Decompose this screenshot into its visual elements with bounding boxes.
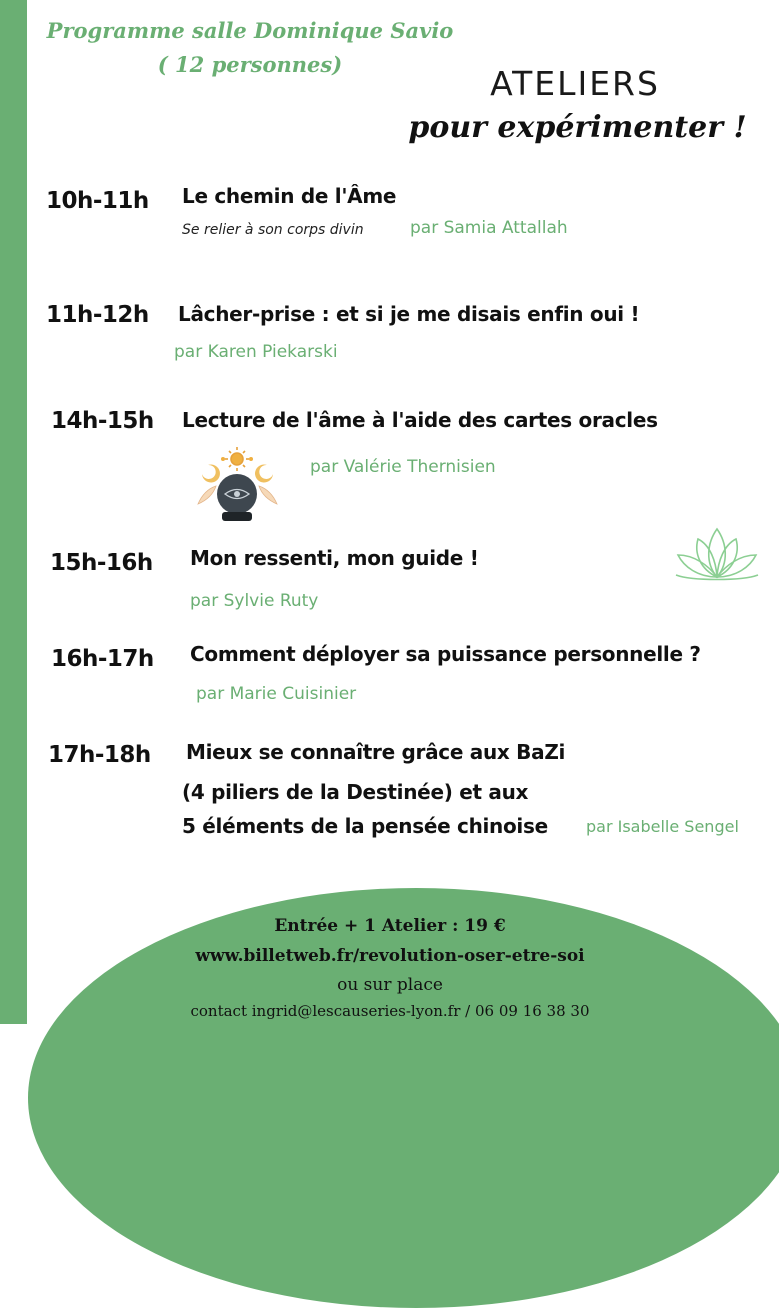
session-time: 16h-17h (51, 646, 154, 672)
session-time: 17h-18h (48, 742, 151, 768)
session-title: Comment déployer sa puissance personnelle ? (190, 642, 701, 666)
session-title-line: Mieux se connaître grâce aux BaZi (186, 740, 566, 764)
programme-capacity: ( 12 personnes) (157, 52, 343, 77)
footer-ticket-url[interactable]: www.billetweb.fr/revolution-oser-etre-soi (195, 946, 585, 966)
programme-title: Programme salle Dominique Savio (46, 18, 454, 43)
footer-price: Entrée + 1 Atelier : 19 € (274, 916, 506, 936)
session-speaker: par Sylvie Ruty (190, 591, 319, 611)
left-accent-bar (0, 0, 27, 1024)
session-speaker: par Karen Piekarski (174, 342, 338, 362)
ateliers-tagline: pour expérimenter ! (408, 110, 747, 145)
session-title-line: (4 piliers de la Destinée) et aux (182, 780, 529, 804)
session-time: 14h-15h (51, 408, 154, 434)
session-time: 10h-11h (46, 188, 149, 214)
session-speaker: par Marie Cuisinier (196, 684, 357, 704)
session-title: Le chemin de l'Âme (182, 184, 397, 208)
crystal-ball-sun-moon-icon (190, 444, 285, 526)
footer-contact[interactable]: contact ingrid@lescauseries-lyon.fr / 06 09 16 38 30 (190, 1002, 590, 1020)
session-speaker: par Samia Attallah (410, 218, 568, 238)
session-speaker: par Valérie Thernisien (310, 457, 496, 477)
footer-onsite: ou sur place (337, 975, 443, 995)
session-title-line: 5 éléments de la pensée chinoise (182, 814, 548, 838)
session-subtitle: Se relier à son corps divin (182, 222, 364, 238)
session-speaker: par Isabelle Sengel (586, 817, 739, 836)
session-title: Lecture de l'âme à l'aide des cartes oracles (182, 408, 658, 432)
session-title: Lâcher-prise : et si je me disais enfin oui ! (178, 302, 640, 326)
session-time: 11h-12h (46, 302, 149, 328)
ateliers-heading: ATELIERS (490, 64, 660, 103)
session-title: Mon ressenti, mon guide ! (190, 546, 479, 570)
session-time: 15h-16h (50, 550, 153, 576)
lotus-icon (672, 525, 762, 581)
